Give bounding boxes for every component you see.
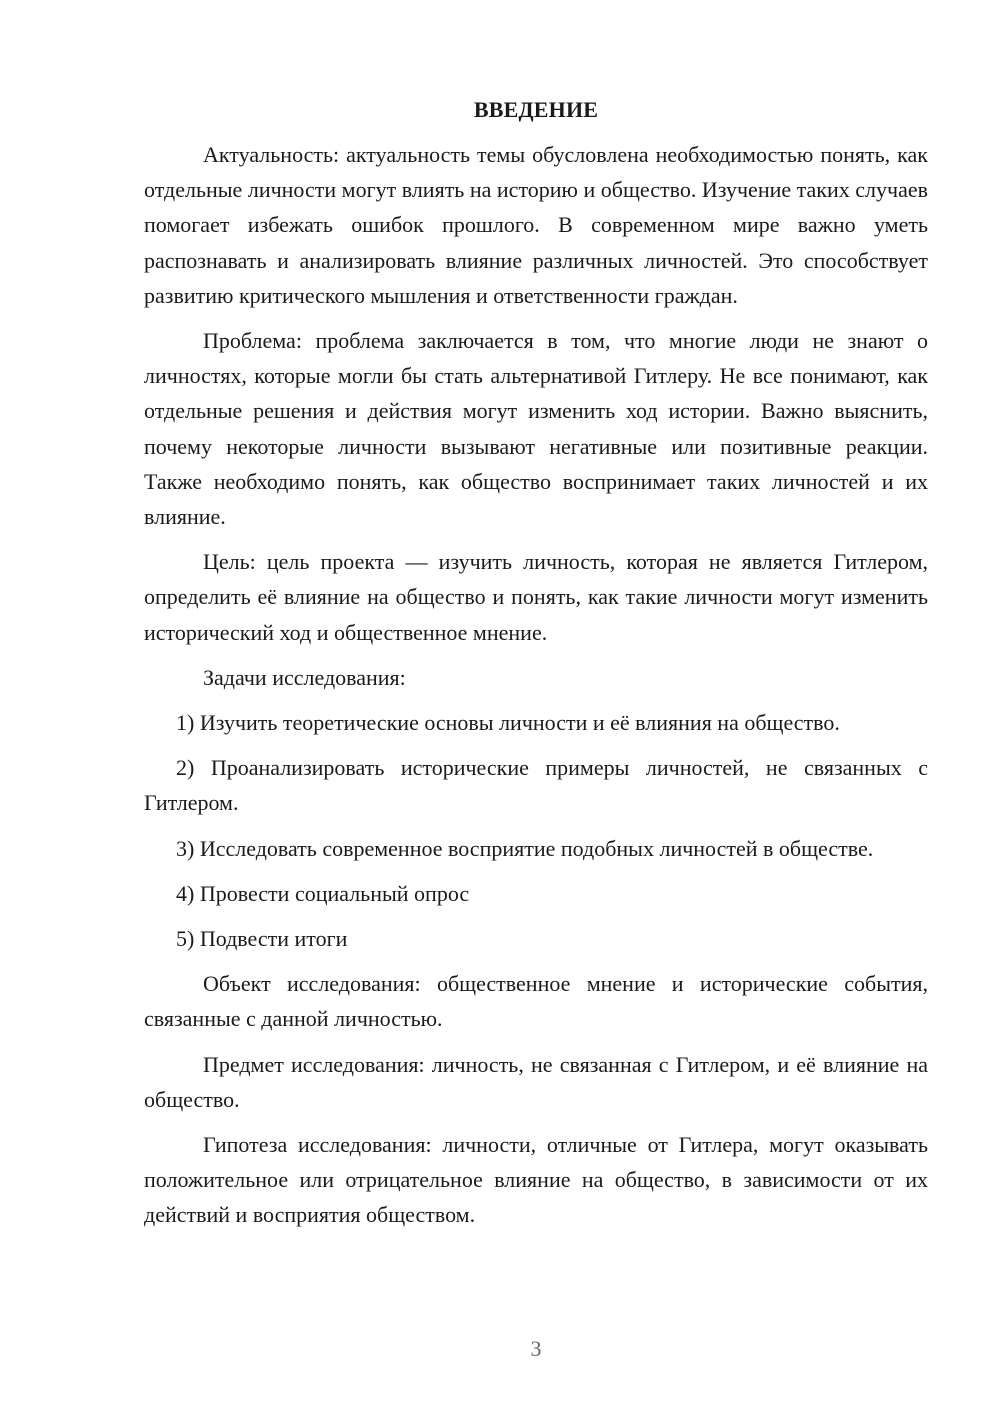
task-item: 5) Подвести итоги <box>176 926 348 952</box>
task-item: 2) Проанализировать исторические примеры личностей, не связанных с Гитлером. <box>144 755 928 816</box>
document-page <box>144 92 928 1243</box>
problem-paragraph: Проблема: проблема заключается в том, что многие люди не знают о личностях, которые могли бы стать альтернативой Гитлеру. Не все понимают, как отдельные решения и действия могут изменить ход истории. Важно выяснить, почему некоторые личности вызывают негативные или позитивные реакции. Также необходимо понять, как общество воспринимает таких личностей и их влияние. <box>144 328 928 530</box>
tasks-list <box>144 705 928 956</box>
subject-paragraph: Предмет исследования: личность, не связанная с Гитлером, и её влияние на общество. <box>144 1051 928 1112</box>
task-item: 3) Исследовать современное восприятие подобных личностей в обществе. <box>176 835 874 861</box>
page-title: ВВЕДЕНИЕ <box>473 97 599 122</box>
hypothesis-paragraph: Гипотеза исследования: личности, отличные от Гитлера, могут оказывать положительное или отрицательное влияние на общество, в зависимости от их действий и восприятия обществом. <box>144 1132 928 1228</box>
relevance-paragraph: Актуальность: актуальность темы обусловлена необходимостью понять, как отдельные личности могут влиять на историю и общество. Изучение таких случаев помогает избежать ошибок прошлого. В современном мире важно уметь распознавать и анализировать влияние различных личностей. Это способствует развитию критического мышления и ответственности граждан. <box>144 142 928 308</box>
task-item: 1) Изучить теоретические основы личности и её влияния на общество. <box>176 710 840 736</box>
task-item: 4) Провести социальный опрос <box>176 880 470 906</box>
page-number: 3 <box>530 1336 542 1361</box>
goal-paragraph: Цель: цель проекта — изучить личность, которая не является Гитлером, определить её влияние на общество и понять, как такие личности могут изменить исторический ход и общественное мнение. <box>144 549 928 645</box>
object-paragraph: Объект исследования: общественное мнение и исторические события, связанные с данной личностью. <box>144 971 928 1032</box>
tasks-heading: Задачи исследования: <box>203 664 406 690</box>
